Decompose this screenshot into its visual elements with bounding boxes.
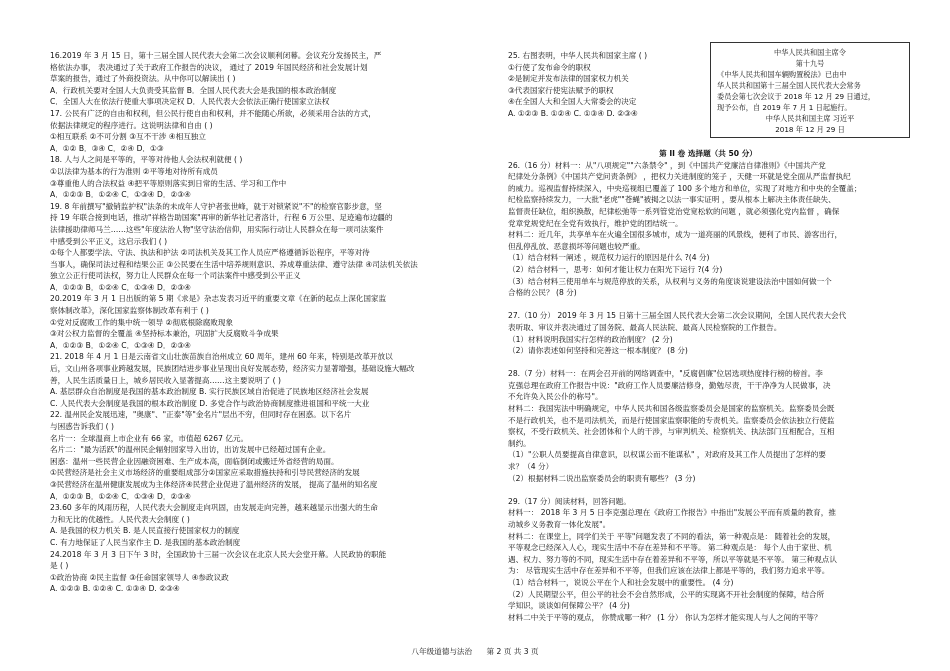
question-line: （1）材料说明我国实行怎样的政治制度？ (2 分) (508, 334, 673, 344)
question-line: 材料二：近几年，共享单车在火遍全国很多城市，成为一道亮丽的风景线，便利了市民、游客出行， (508, 230, 843, 240)
question-line: 23.60 多年的风雨历程，人民代表大会制度走向巩固，由发展走向完善，越来越显示出强大的生命 (50, 503, 378, 513)
question-line: ①每个人都要学法、守法、执法和护法 ②司法机关及其工作人员应严格遵循诉讼程序，平等对待 (50, 248, 370, 258)
question-line: 16.2019 年 3 月 15 日，第十三届全国人民代表大会第二次会议顺利闭幕。会议充分发扬民主，严 (50, 51, 382, 60)
section-title: 第 II 卷 选择题（共 50 分） (659, 149, 757, 158)
question-line: ②是制定并发布法律的国家权力机关 (508, 74, 629, 84)
question-line: 19. 8 年前撰写"撤销监护权"法条的未成年人守护者张世峰，就于对锁紧说"不"的检察官影步意，坚 (50, 201, 382, 211)
question-line: A. ①②③ B. ①②④ C. ①③④ D. ②③④ (50, 584, 180, 594)
question-line: A．①②③ B．①②④ C．①③④ D．②③④ (50, 190, 191, 200)
question-line: A．①②③ B．①②④ C．①③④ D．②③④ (50, 491, 191, 501)
question-line: （1）"公职人员要提高自律意识，以权谋公而不能谋私" ，对政府及其工作人员提出了怎样的要 (508, 450, 826, 460)
question-line: 18. 人与人之间是平等的，平等对待他人会法权利就便 ( ) (50, 155, 243, 165)
question-line: 21. 2018 年 4 月 1 日是云南省文山壮族苗族自治州成立 60 周年，建州 60 年来，特别是改革开放以 (50, 352, 393, 362)
question-line: （2）人民期望公平，但公平的社会不会自然形成，公平的实现离不开社会制度的保障，结合所 (508, 589, 825, 599)
question-line: 纪律处分条例》《中国共产党问责条例》 ，把权力关进制度的笼子 ，天健一环就是党全面从严监督执纪 (508, 172, 851, 182)
question-line: ①相互联系 ②不可分割 ③互不干涉 ④相互独立 (50, 132, 206, 142)
question-line: 25. 右图表明，中华人民共和国家主席 ( ) (508, 51, 648, 60)
question-line: （1）结合材料一，说说公平在个人和社会发展中的重要性。 (4 分) (508, 577, 734, 587)
question-line: ③代表国家行使宪法赋予的职权 (508, 85, 614, 95)
question-line: 29.（17 分）阅读材料，回答问题。 (508, 496, 631, 506)
right-column-top (508, 50, 704, 120)
left-column (50, 50, 468, 595)
page-footer (0, 646, 950, 657)
question-line: ①行使了发布命令的职权 (508, 62, 591, 72)
decree-line: 《中华人民共和国车辆购置税法》已由中 (717, 70, 847, 79)
question-line: 党章党规党纪在全党有效执行，维护党的团结统一。 (508, 218, 683, 228)
question-line: 材料二：在课堂上，同学们关于 平等"问题发表了不同的看法，第一种观点是： 随着社会的发展， (508, 531, 836, 541)
question-line: ①以法律为基本的行为准则 ②平等地对待所有成员 (50, 166, 218, 176)
question-line: 24.2018 年 3 月 3 日下午 3 时，全国政协十三届一次会议在北京人民大会堂开幕。人民政协的职能 (50, 549, 387, 559)
question-line: 遇、权力、努力等的不同，现实生活中存在着差异和不平等，所以平等就是不平等。 第三种观点认 (508, 554, 837, 564)
question-line: 格依法办事， 表决通过了关于政府工作报告的决议， 通过了 2019 年国民经济和社会发展计划 (50, 62, 368, 72)
question-line: 动城乡义务教育一体化发展"。 (508, 520, 611, 529)
question-line: 是 ( ) (50, 561, 69, 571)
question-line: 28.（7 分）材料一：在两会召开前的网络调查中，"反腐倡廉"位居选项热度排行榜的榜首。李 (508, 369, 823, 379)
question-line: （2）根据材料二说出监察委员会的职责有哪些？ (3 分) (508, 473, 696, 483)
question-line: 依据法律规定的程序进行。这说明法律和自由 ( ) (50, 120, 213, 130)
right-column (508, 148, 908, 623)
question-line: 独立公正行使司法权，努力让人民群众在每一个司法案件中感受到公平正义 (50, 271, 301, 281)
question-line: 中感受到公平正义，这启示我们 ( ) (50, 236, 168, 246)
question-line: 监督责任缺位，组织换散，纪律松弛等一系列管党治党宽松软的问题 ，就必须强化党内监督 ，确保 (508, 206, 840, 216)
question-line: 困惑：温州一些民营企业因融资困难、生产成本高，面临倒闭或搬迁外省经营的局面。 (50, 456, 339, 466)
question-line: 材料二中关于平等的观点， 你赞成哪一种？ (1 分） 你认为怎样才能实现人与人之间的平等？ (508, 612, 822, 622)
question-line (508, 484, 908, 496)
question-line: 持 19 年联合接到电话，推动"祥格告助国案"再审的新华社记者洛计，行程 6 万公里、足迹遍布边疆的 (50, 213, 393, 223)
decree-line: 委员会第七次会议于 2018 年 12 月 29 日通过， (717, 92, 876, 101)
question-line: A．①②③ B．①②④ C．①③④ D．②③④ (50, 340, 191, 350)
question-line: 17. 公民有广泛的自由和权利，但公民行使自由和权利，并不能随心所欲，必须采用合法的方式， (50, 108, 376, 118)
question-line: C. 有力地保证了人民当家作主 D. 是我国的基本政治制度 (50, 537, 241, 547)
question-line: 的威力。巡视监督持续深入，中央巡视组已覆盖了 100 多个地方和单位，实现了对地方和中央的全覆盖； (508, 183, 862, 193)
question-line: ④在全国人大和全国人大常委会的决定 (508, 97, 637, 107)
question-line: 不是行政机关，也不是司法机关，而是行使国家监察职能的专责机关。监察委员会依法独立行使监 (508, 415, 835, 425)
question-line: 制约。 (508, 438, 531, 448)
footer-page: 第 2 页 共 3 页 (486, 647, 539, 656)
question-line: （1）结合材料一阐述 ，规范权力运行的原因是什么 ?(4 分) (508, 253, 710, 263)
question-line: ③对公权力监督的全覆盖 ④坚持标本兼治，巩固扩大反腐败斗争成果 (50, 329, 279, 339)
question-line: 察体制改革》，深化国家监察体制改革有利于 ( ) (50, 306, 209, 316)
question-line: 表听取、审议并表决通过了国务院、最高人民法院、最高人民检察院的工作报告。 (508, 322, 782, 332)
question-line: ③民营经济在温州健康发展成为主体经济④民营企业促进了温州经济的发展， 提高了温州的知名度 (50, 479, 378, 489)
question-line: 力和无比的优越性。人民代表大会制度 ( ) (50, 514, 190, 524)
question-line: 为： 尽管现实生活中存在差异和不平等，但我们应该在法律上都是平等的，我们努力追求平等。 (508, 566, 830, 576)
decree-line: 华人民共和国第十三届全国人民代表大会常务 (717, 81, 861, 90)
question-line: A. 是我国的权力机关 B. 是人民直接行使国家权力的制度 (50, 526, 240, 536)
question-line: 20.2019 年 3 月 1 日出版的第 5 期《求是》杂志发表习近平的重要文章《在新的起点上深化国家监 (50, 294, 387, 304)
question-line: 材料一： 2018 年 3 月 5 日李克强总理在《政府工作报告》中指出"发展公平而有质量的教育，推 (508, 508, 836, 518)
question-line: 察权，不受行政机关、社会团体和个人的干涉，与审判机关、检察机关、执法部门互相配合，互相 (508, 427, 835, 437)
question-line: 纪检监察持续发力，一大批"老虎""苍蝇"被掲之以法一事实证明 ，要从根本上解决主体责任缺失、 (508, 195, 836, 205)
question-line: 克强总理在政府工作报告中说："政府工作人员要廉洁修身，勤勉尽责，干干净净为人民做事，决 (508, 380, 831, 390)
decree-line: 现予公布，自 2019 年 7 月 1 日起施行。 (717, 103, 852, 112)
decree-line: 第十九号 (795, 59, 825, 68)
question-line: 合格的公民？ (8 分) (508, 288, 577, 298)
question-line: 22. 温州民企发展迅速，"奥康"、"正泰"等"金名片"层出不穷，但同时存在困惑。以下名片 (50, 410, 352, 420)
question-line: （2）请你表述如何坚持和完善这一根本制度？ (8 分) (508, 346, 688, 356)
question-line: 与困惑告诉我们 ( ) (50, 422, 114, 431)
question-line: 但乱停乱放、恶意损坏等问题也较严重。 (508, 241, 645, 251)
decree-line: 中华人民共和国主席令 (774, 48, 846, 57)
question-line: （2）结合材料一，思考：如何才能让权力在阳光下运行 ?(4 分) (508, 264, 723, 274)
question-line: C．全国人大在依法行使重大事项决定权 D．人民代表大会依法正确行使国家立法权 (50, 97, 330, 107)
question-line: 27.（10 分） 2019 年 3 月 15 日第十三届全国人民代表大会第二次会议期间，全国人民代表大会代 (508, 311, 847, 321)
question-line: A．①②③ B．①②④ C．①③④ D．②③④ (50, 282, 191, 292)
question-line: A. ①②③ B. ①②④ C. ①③④ D. ②③④ (508, 108, 638, 118)
decree-line: 中华人民共和国主席 习近平 (765, 114, 855, 123)
question-line: 草案的报告，通过了外商投资法。从中你可以解读出 ( ) (50, 74, 236, 84)
decree-box (710, 42, 910, 138)
question-line: 学知识，谈谈如何保障公平？ (4 分) (508, 601, 630, 611)
question-line (508, 299, 908, 311)
question-line: 法律援助律师马兰……这些"年度法治人物"坚守法治信仰，用实际行动让人民群众在每一项司法案件 (50, 224, 384, 234)
question-line: 材料二：我国宪法中明确规定，中华人民共和国各级监察委员会是国家的监察机关。监察委员会既 (508, 404, 835, 414)
question-line: 当事人，确保司法过程和结果公正 ③公民要在生活中培养规则意识、养成尊重法律、遵守法律 ④司法机关依法 (50, 259, 418, 269)
question-line: A. 基层群众自治制度是我国的基本政治制度 B. 实行民族区域自治促进了民族地区经济社会发展 (50, 387, 369, 397)
footer-subject: 八年级道德与法治 (411, 647, 473, 656)
question-line: 名片一：全球温商上市企业有 66 家，市值超 6267 亿元。 (50, 433, 249, 443)
decree-line: 2018 年 12 月 29 日 (775, 125, 845, 134)
question-line: C. 人民代表大会制度是我国的根本政治制度 D. 多党合作与政治协商制度推进祖国和平统一大业 (50, 398, 370, 408)
question-line: 名片二："最为活跃"的温州民企辐射园家导入出访，出访发展中已经超过国有企业。 (50, 445, 331, 455)
question-line: 善，人民生活质量日上，城乡居民收入显著提高……这主要说明了 ( ) (50, 375, 281, 385)
question-line: ①民营经济是社会主义市场经济的重要组成部分②国家应采取措施扶持和引导民营经济的发展 (50, 468, 360, 478)
question-line: A．行政机关要对全国人大负责受其监督 B．全国人民代表大会是我国的根本政治制度 (50, 85, 337, 95)
question-line: 26.（16 分）材料一：从"八项规定""六条禁令" ，到《中国共产党廉洁自律准则》《中国共产党 (508, 160, 826, 170)
question-line: 不允许奂入民公仆的称号"。 (508, 392, 603, 402)
question-line: ③尊重他人的合法权益 ④把平等原则落实到日常的生活、学习和工作中 (50, 178, 287, 188)
question-line (508, 357, 908, 369)
question-line: 后，文山州各项事业跨越发展，民族团结进步事业呈现出良好发展态势，经济实力显著增强，基础设施大幅改 (50, 364, 415, 374)
question-line: 求？（4 分） (508, 462, 554, 472)
question-line: A．①② B．③④ C．②④ D．①③ (50, 143, 164, 153)
question-line: （3）结合材料三使用单车与规范停放的关系，从权利与义务的角度谈说建设法治中国如何做一个 (508, 276, 832, 286)
question-line: 平等观念已经深入人心，现实生活中不存在差异和不平等。 第二种观点是： 每个人由于家世、机 (508, 543, 832, 553)
question-line: ①党对反腐败工作的集中统一领导 ②彻底根除腐败现象 (50, 317, 234, 327)
question-line: ①政治协商 ②民主监督 ③任命国家领导人 ④参政议政 (50, 572, 229, 582)
